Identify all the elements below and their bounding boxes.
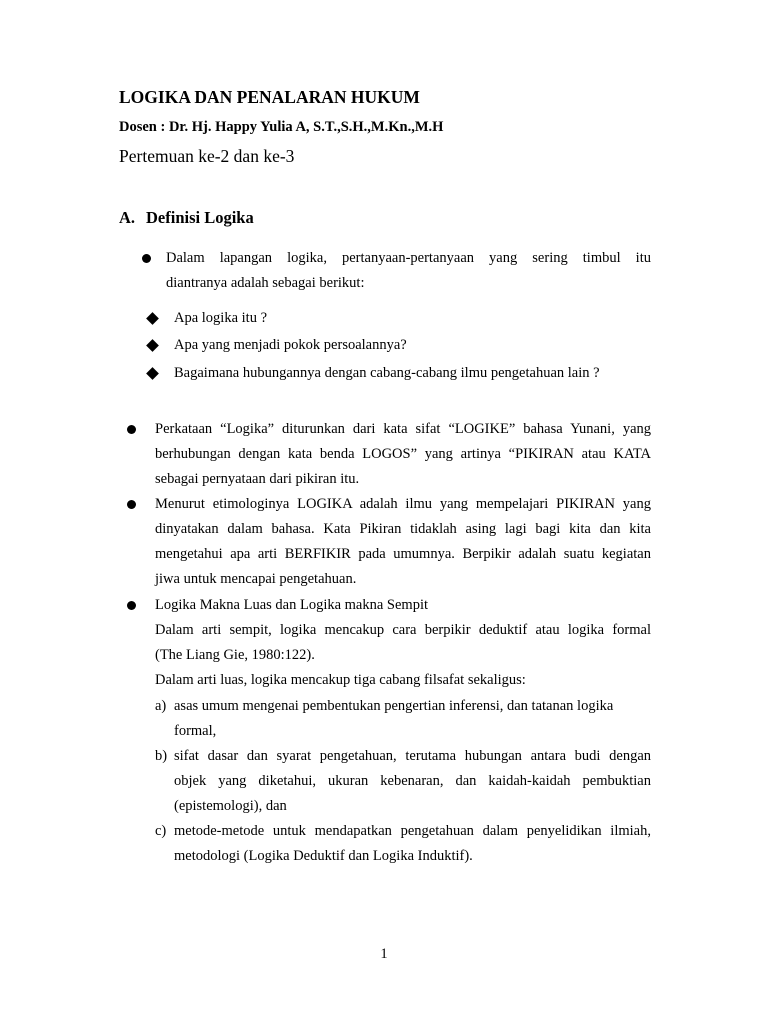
logika-etymology-paragraph (155, 417, 651, 492)
paragraph-line: Perkataan “Logika” diturunkan dari kata sifat “LOGIKE” bahasa Yunani, yang (155, 421, 651, 437)
sub-item-line: sifat dasar dan syarat pengetahuan, terutama hubungan antara budi dengan (174, 748, 651, 764)
intro-paragraph (166, 246, 651, 296)
paragraph-line: Dalam arti luas, logika mencakup tiga cabang filsafat sekaligus: (155, 672, 526, 688)
question-item (174, 306, 267, 331)
intro-line: Dalam lapangan logika, pertanyaan-pertanyaan yang sering timbul itu (166, 250, 651, 266)
paragraph-line: dinyatakan dalam bahasa. Kata Pikiran tidaklah asing lagi bagi kita dan kita (155, 521, 651, 537)
bullet-dot-icon (127, 601, 136, 610)
diamond-bullet-icon (146, 367, 159, 380)
section-heading (119, 207, 254, 229)
makna-paragraph (155, 593, 651, 693)
sub-item-c (174, 819, 651, 869)
sub-item-line: formal, (174, 723, 217, 739)
paragraph-line: mengetahui apa arti BERFIKIR pada umumnya. Berpikir adalah suatu kegiatan (155, 546, 651, 562)
question-text: Apa logika itu ? (174, 310, 268, 326)
paragraph-line: jiwa untuk mencapai pengetahuan. (155, 571, 357, 587)
question-item (174, 333, 407, 358)
diamond-bullet-icon (146, 312, 159, 325)
page-number: 1 (380, 946, 388, 962)
question-text: Apa yang menjadi pokok persoalannya? (174, 337, 407, 353)
document-title: LOGIKA DAN PENALARAN HUKUM (119, 87, 420, 107)
sub-item-marker: b) (155, 748, 168, 764)
section-label: A. (119, 208, 136, 227)
question-text: Bagaimana hubungannya dengan cabang-cabang ilmu pengetahuan lain ? (174, 365, 600, 381)
sub-item-line: (epistemologi), dan (174, 798, 287, 814)
sub-item-b (174, 744, 651, 819)
lecturer-line: Dosen : Dr. Hj. Happy Yulia A, S.T.,S.H.,M.Kn.,M.H (119, 119, 444, 135)
sub-item-marker: a) (155, 698, 167, 714)
diamond-bullet-icon (146, 339, 159, 352)
paragraph-line: (The Liang Gie, 1980:122). (155, 647, 315, 663)
sub-item-line: metodologi (Logika Deduktif dan Logika Induktif). (174, 848, 473, 864)
sub-item-line: metode-metode untuk mendapatkan pengetahuan dalam penyelidikan ilmiah, (174, 823, 651, 839)
bullet-dot-icon (127, 500, 136, 509)
question-item (174, 361, 600, 386)
sub-item-marker: c) (155, 823, 167, 839)
etimologi-paragraph (155, 492, 651, 592)
intro-line: diantranya adalah sebagai berikut: (166, 275, 365, 291)
section-title: Definisi Logika (146, 208, 254, 227)
paragraph-line: sebagai pernyataan dari pikiran itu. (155, 471, 360, 487)
sub-item-line: asas umum mengenai pembentukan pengertian inferensi, dan tatanan logika (174, 698, 614, 714)
paragraph-line: Dalam arti sempit, logika mencakup cara berpikir deduktif atau logika formal (155, 622, 651, 638)
bullet-dot-icon (142, 254, 151, 263)
meeting-line: Pertemuan ke-2 dan ke-3 (119, 146, 295, 166)
sub-item-line: objek yang diketahui, ukuran kebenaran, dan kaidah-kaidah pembuktian (174, 773, 651, 789)
paragraph-line: berhubungan dengan kata benda LOGOS” yang artinya “PIKIRAN atau KATA (155, 446, 651, 462)
paragraph-heading: Logika Makna Luas dan Logika makna Sempit (155, 597, 429, 613)
sub-item-a (174, 694, 651, 744)
paragraph-line: Menurut etimologinya LOGIKA adalah ilmu yang mempelajari PIKIRAN yang (155, 496, 651, 512)
bullet-dot-icon (127, 425, 136, 434)
